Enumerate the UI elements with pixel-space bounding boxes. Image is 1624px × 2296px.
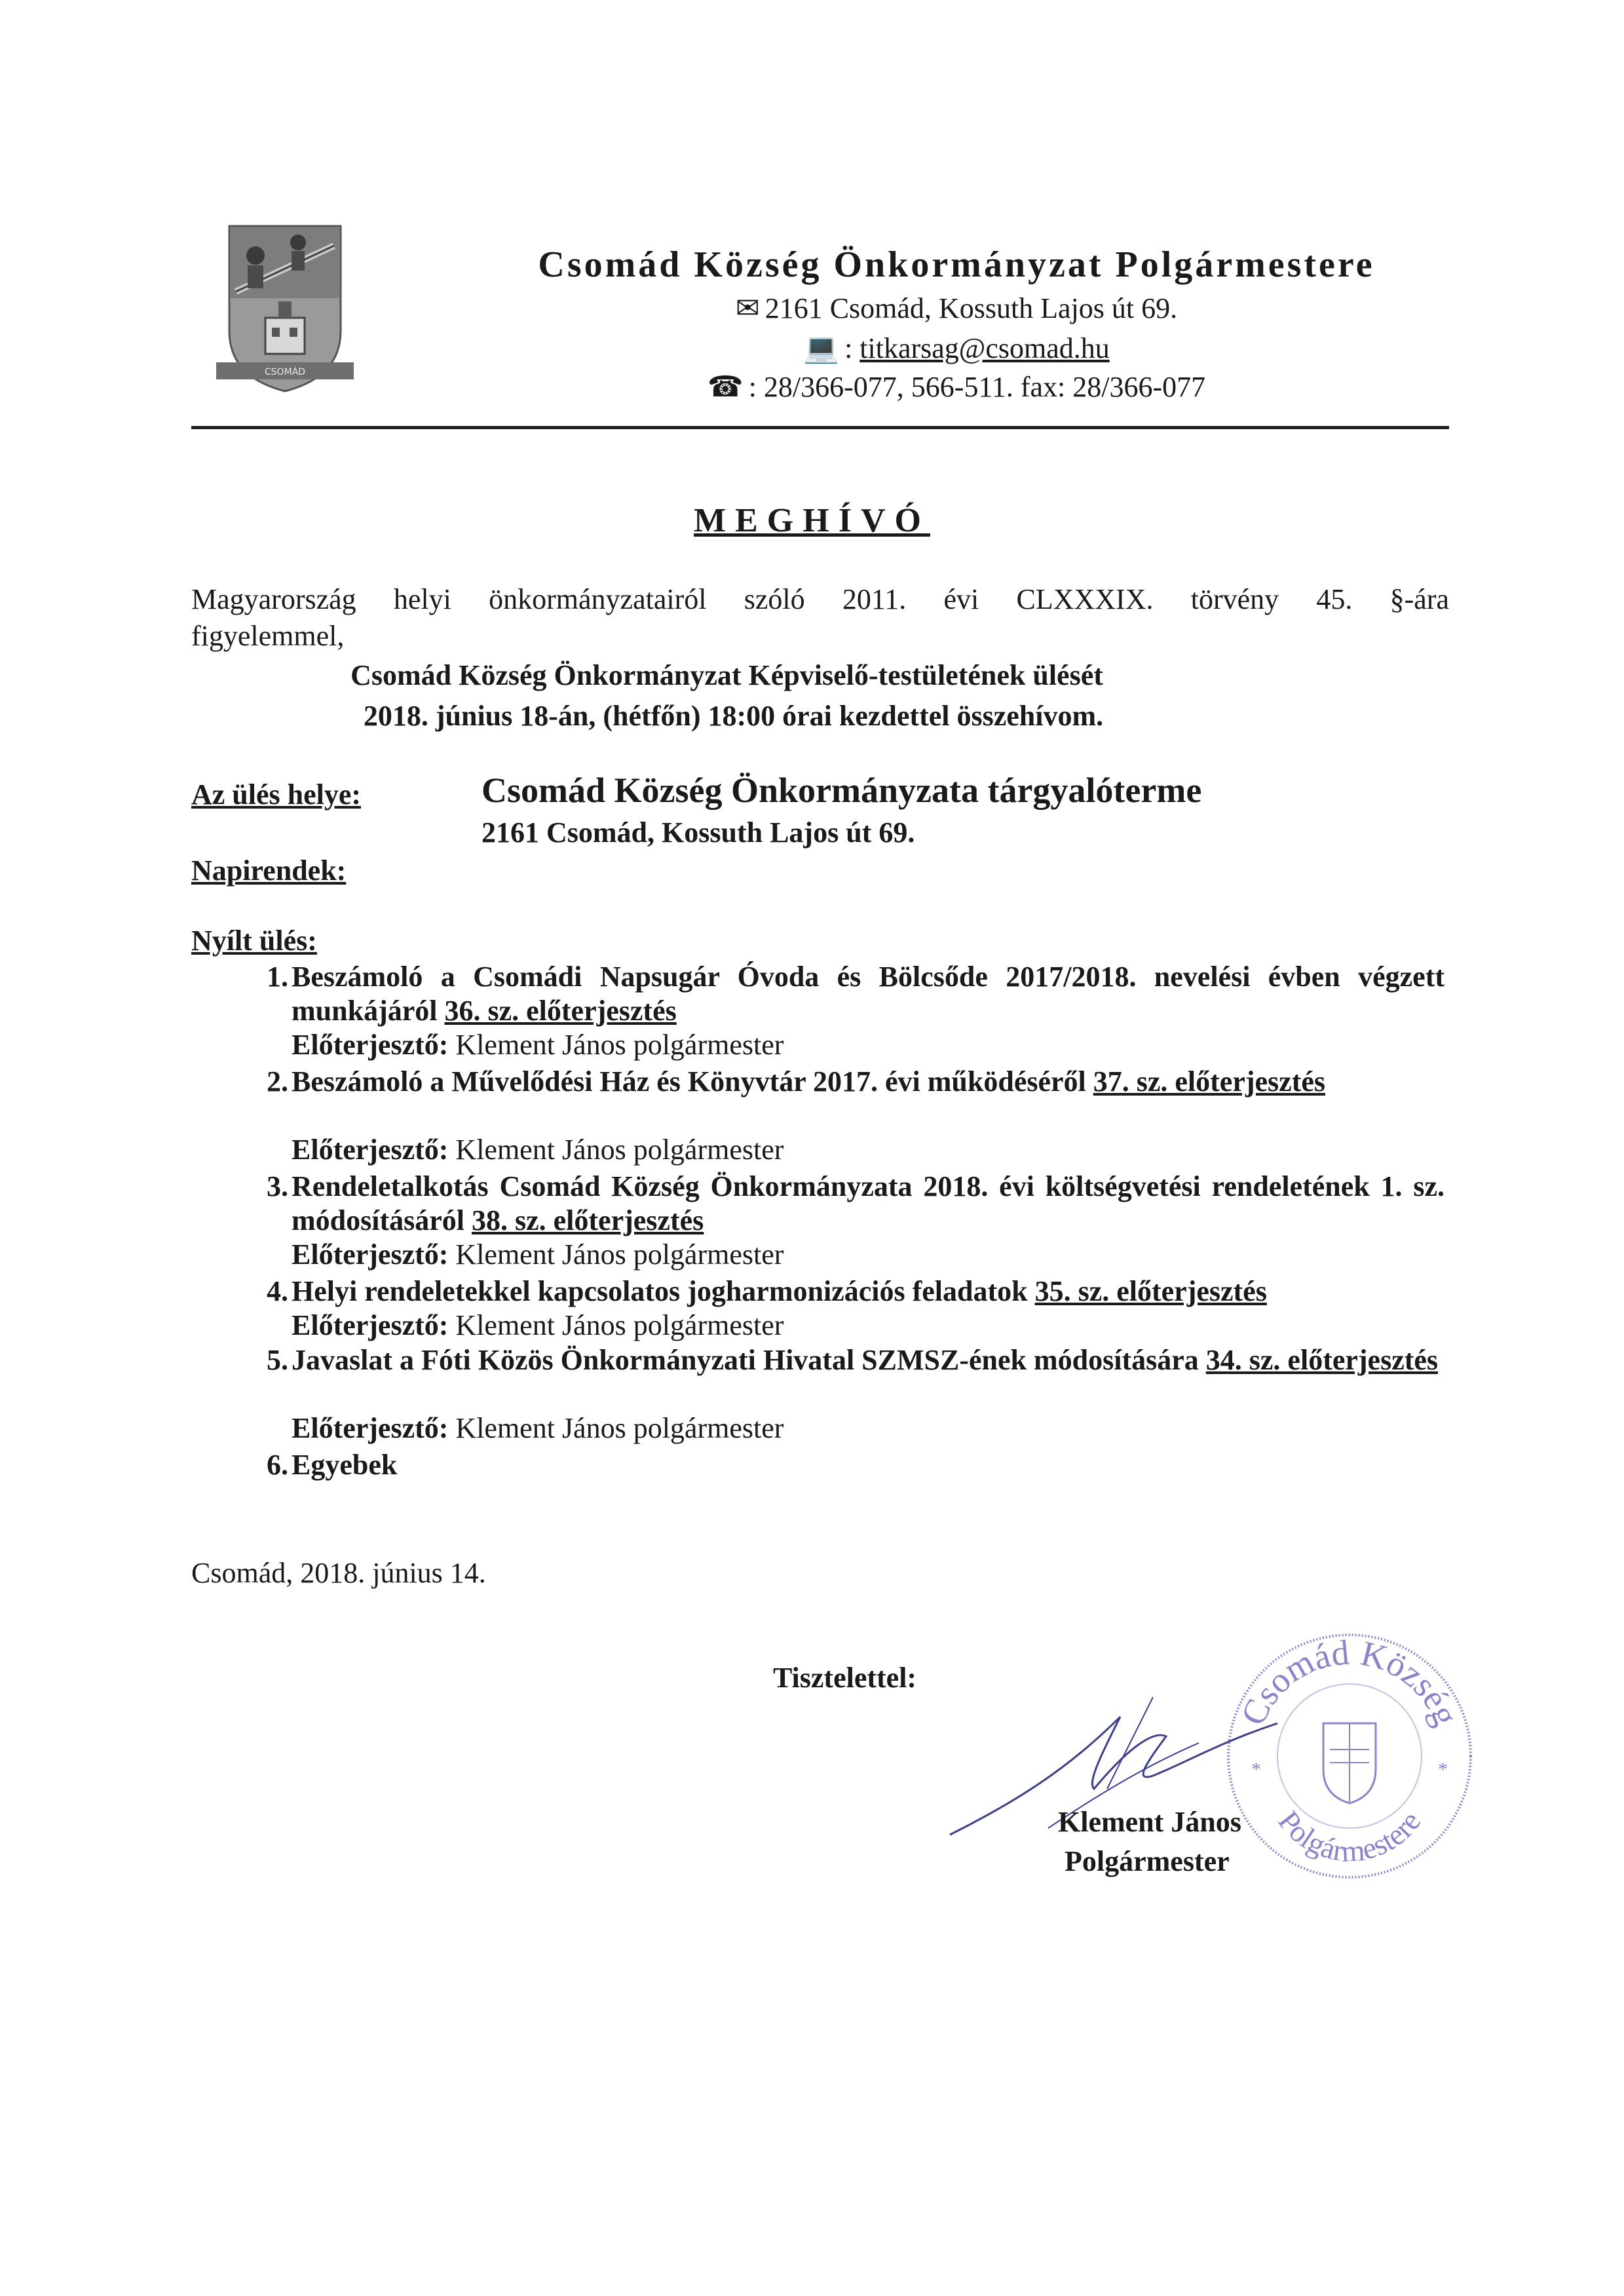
presenter-name: Klement János polgármester: [448, 1029, 784, 1061]
crest-banner-text: CSOMÁD: [264, 367, 306, 377]
presenter-name: Klement János polgármester: [448, 1134, 784, 1166]
agenda-item-number: 5.: [267, 1344, 288, 1376]
svg-text:*: *: [1438, 1759, 1448, 1780]
place-label: Az ülés helye:: [191, 778, 362, 811]
open-session-label: Nyílt ülés:: [191, 925, 317, 957]
agenda-item-text: [292, 1065, 1445, 1099]
municipal-crest-logo: [216, 220, 354, 396]
convene-line-2: 2018. június 18-án, (hétfőn) 18:00 órai kezdettel összehívom.: [363, 700, 1104, 732]
agenda-label: Napirendek:: [191, 854, 347, 887]
agenda-item-text: [292, 1274, 1445, 1309]
presenter-name: Klement János polgármester: [448, 1412, 784, 1444]
document-title: [0, 501, 1624, 540]
header-email-link[interactable]: titkarsag@csomad.hu: [859, 332, 1110, 364]
svg-text:*: *: [1251, 1759, 1261, 1780]
agenda-item-title: Beszámoló a Művelődési Ház és Könyvtár 2017. évi működéséről: [292, 1065, 1093, 1098]
agenda-item-presenter: [292, 1411, 784, 1445]
agenda-item-ref: 37. sz. előterjesztés: [1093, 1065, 1326, 1098]
presenter-label: Előterjesztő:: [292, 1309, 449, 1341]
presenter-name: Klement János polgármester: [448, 1238, 784, 1271]
signer-name: Klement János: [1058, 1806, 1241, 1838]
header-email-prefix: :: [844, 332, 860, 364]
presenter-label: Előterjesztő:: [292, 1134, 449, 1166]
stamp-text-top: Csomád Község: [1233, 1632, 1466, 1731]
header-email-line: [419, 331, 1494, 365]
stamp-text-bottom: Polgármestere: [1272, 1805, 1427, 1868]
agenda-item-ref: 35. sz. előterjesztés: [1034, 1275, 1267, 1307]
intro-line-2: figyelemmel,: [191, 620, 345, 652]
agenda-item-title: Helyi rendeletekkel kapcsolatos jogharmonizációs feladatok: [292, 1275, 1035, 1307]
venue-name: Csomád Község Önkormányzata tárgyalóterme: [482, 771, 1202, 810]
header-divider: [191, 426, 1449, 429]
header-address: 2161 Csomád, Kossuth Lajos út 69.: [765, 292, 1178, 324]
presenter-name: Klement János polgármester: [448, 1309, 784, 1341]
regards-text: Tisztelettel:: [773, 1662, 917, 1694]
agenda-item-ref: 36. sz. előterjesztés: [444, 995, 677, 1027]
agenda-item-title: Beszámoló a Csomádi Napsugár Óvoda és Bölcsőde 2017/2018. nevelési évben végzett munkájáról: [292, 961, 1445, 1027]
intro-line-1: Magyarország helyi önkormányzatairól szóló 2011. évi CLXXXIX. törvény 45. §-ára: [191, 583, 1449, 615]
header-address-line: [419, 292, 1494, 325]
agenda-item-title: Javaslat a Fóti Közös Önkormányzati Hivatal SZMSZ-ének módosítására: [292, 1344, 1206, 1376]
agenda-item-presenter: [292, 1133, 784, 1166]
agenda-item-number: 6.: [267, 1449, 288, 1481]
venue-address: 2161 Csomád, Kossuth Lajos út 69.: [482, 816, 915, 849]
header-title: Csomád Község Önkormányzat Polgármestere: [538, 244, 1375, 285]
computer-icon: 💻: [803, 332, 840, 364]
convene-line-1: Csomád Község Önkormányzat Képviselő-testületének ülését: [350, 659, 1103, 691]
agenda-item-ref: 34. sz. előterjesztés: [1205, 1344, 1439, 1376]
agenda-item-text: [292, 1343, 1445, 1377]
agenda-item-number: 4.: [267, 1275, 288, 1307]
agenda-item-title: Rendeletalkotás Csomád Község Önkormányzata 2018. évi költségvetési rendeletének 1. sz. módosításáról: [292, 1170, 1445, 1236]
agenda-item-title: Egyebek: [292, 1449, 398, 1481]
header-phone-line: [419, 370, 1494, 404]
agenda-item-presenter: [292, 1238, 784, 1271]
agenda-item-number: 2.: [267, 1065, 288, 1098]
presenter-label: Előterjesztő:: [292, 1029, 449, 1061]
agenda-item-number: 1.: [267, 961, 288, 993]
presenter-label: Előterjesztő:: [292, 1238, 449, 1271]
agenda-item-ref: 38. sz. előterjesztés: [472, 1204, 704, 1236]
header-phone: : 28/366-077, 566-511. fax: 28/366-077: [748, 371, 1206, 403]
presenter-label: Előterjesztő:: [292, 1412, 449, 1444]
agenda-item-presenter: [292, 1028, 784, 1062]
signer-role: Polgármester: [1065, 1845, 1230, 1877]
agenda-item-text: [292, 960, 1445, 1028]
agenda-item-number: 3.: [267, 1170, 288, 1202]
place-date: Csomád, 2018. június 14.: [191, 1557, 486, 1589]
document-title-text: MEGHÍVÓ: [694, 502, 930, 539]
agenda-item-presenter: [292, 1309, 784, 1342]
envelope-icon: ✉: [735, 292, 760, 324]
agenda-item-text: [292, 1448, 1445, 1482]
agenda-item-text: [292, 1170, 1445, 1238]
telephone-icon: ☎: [707, 371, 744, 403]
